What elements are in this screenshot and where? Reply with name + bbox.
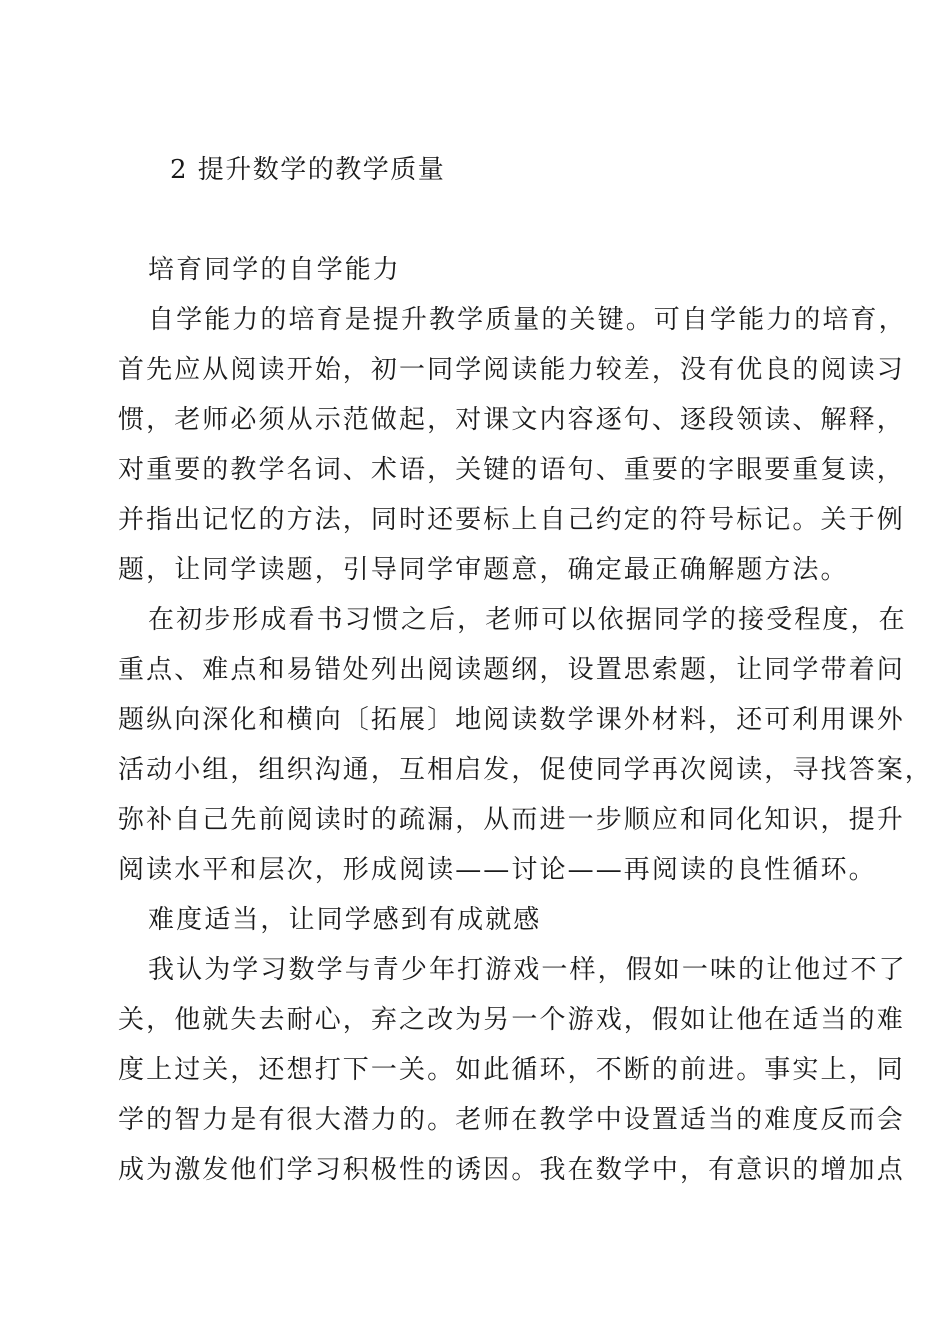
paragraph-line: 我认为学习数学与青少年打游戏一样，假如一味的让他过不了 (148, 955, 907, 985)
paragraph-line: 弥补自己先前阅读时的疏漏，从而进一步顺应和同化知识，提升 (118, 805, 905, 835)
paragraph-line: 在初步形成看书习惯之后，老师可以依据同学的接受程度，在 (148, 605, 907, 635)
paragraph-line: 自学能力的培育是提升教学质量的关键。可自学能力的培育， (148, 305, 907, 335)
heading-difficulty: 难度适当，让同学感到有成就感 (148, 905, 542, 935)
heading-self-study: 培育同学的自学能力 (148, 255, 401, 285)
paragraph-line: 阅读水平和层次，形成阅读——讨论——再阅读的良性循环。 (118, 855, 877, 885)
paragraph-line: 题，让同学读题，引导同学审题意，确定最正确解题方法。 (118, 555, 849, 585)
paragraph-line: 学的智力是有很大潜力的。老师在教学中设置适当的难度反而会 (118, 1105, 905, 1135)
paragraph-line: 度上过关，还想打下一关。如此循环，不断的前进。事实上，同 (118, 1055, 905, 1085)
paragraph-line: 首先应从阅读开始，初一同学阅读能力较差，没有优良的阅读习 (118, 355, 905, 385)
paragraph-line: 活动小组，组织沟通，互相启发，促使同学再次阅读，寻找答案， (118, 755, 933, 785)
paragraph-line: 关，他就失去耐心，弃之改为另一个游戏，假如让他在适当的难 (118, 1005, 905, 1035)
paragraph-line: 成为激发他们学习积极性的诱因。我在数学中，有意识的增加点 (118, 1155, 905, 1185)
paragraph-line: 并指出记忆的方法，同时还要标上自己约定的符号标记。关于例 (118, 505, 905, 535)
paragraph-line: 对重要的教学名词、术语，关键的语句、重要的字眼要重复读， (118, 455, 905, 485)
paragraph-line: 惯，老师必须从示范做起，对课文内容逐句、逐段领读、解释， (118, 405, 905, 435)
section-title: 2 提升数学的教学质量 (170, 155, 446, 185)
paragraph-line: 题纵向深化和横向〔拓展〕地阅读数学课外材料，还可利用课外 (118, 705, 905, 735)
paragraph-line: 重点、难点和易错处列出阅读题纲，设置思索题，让同学带着问 (118, 655, 905, 685)
